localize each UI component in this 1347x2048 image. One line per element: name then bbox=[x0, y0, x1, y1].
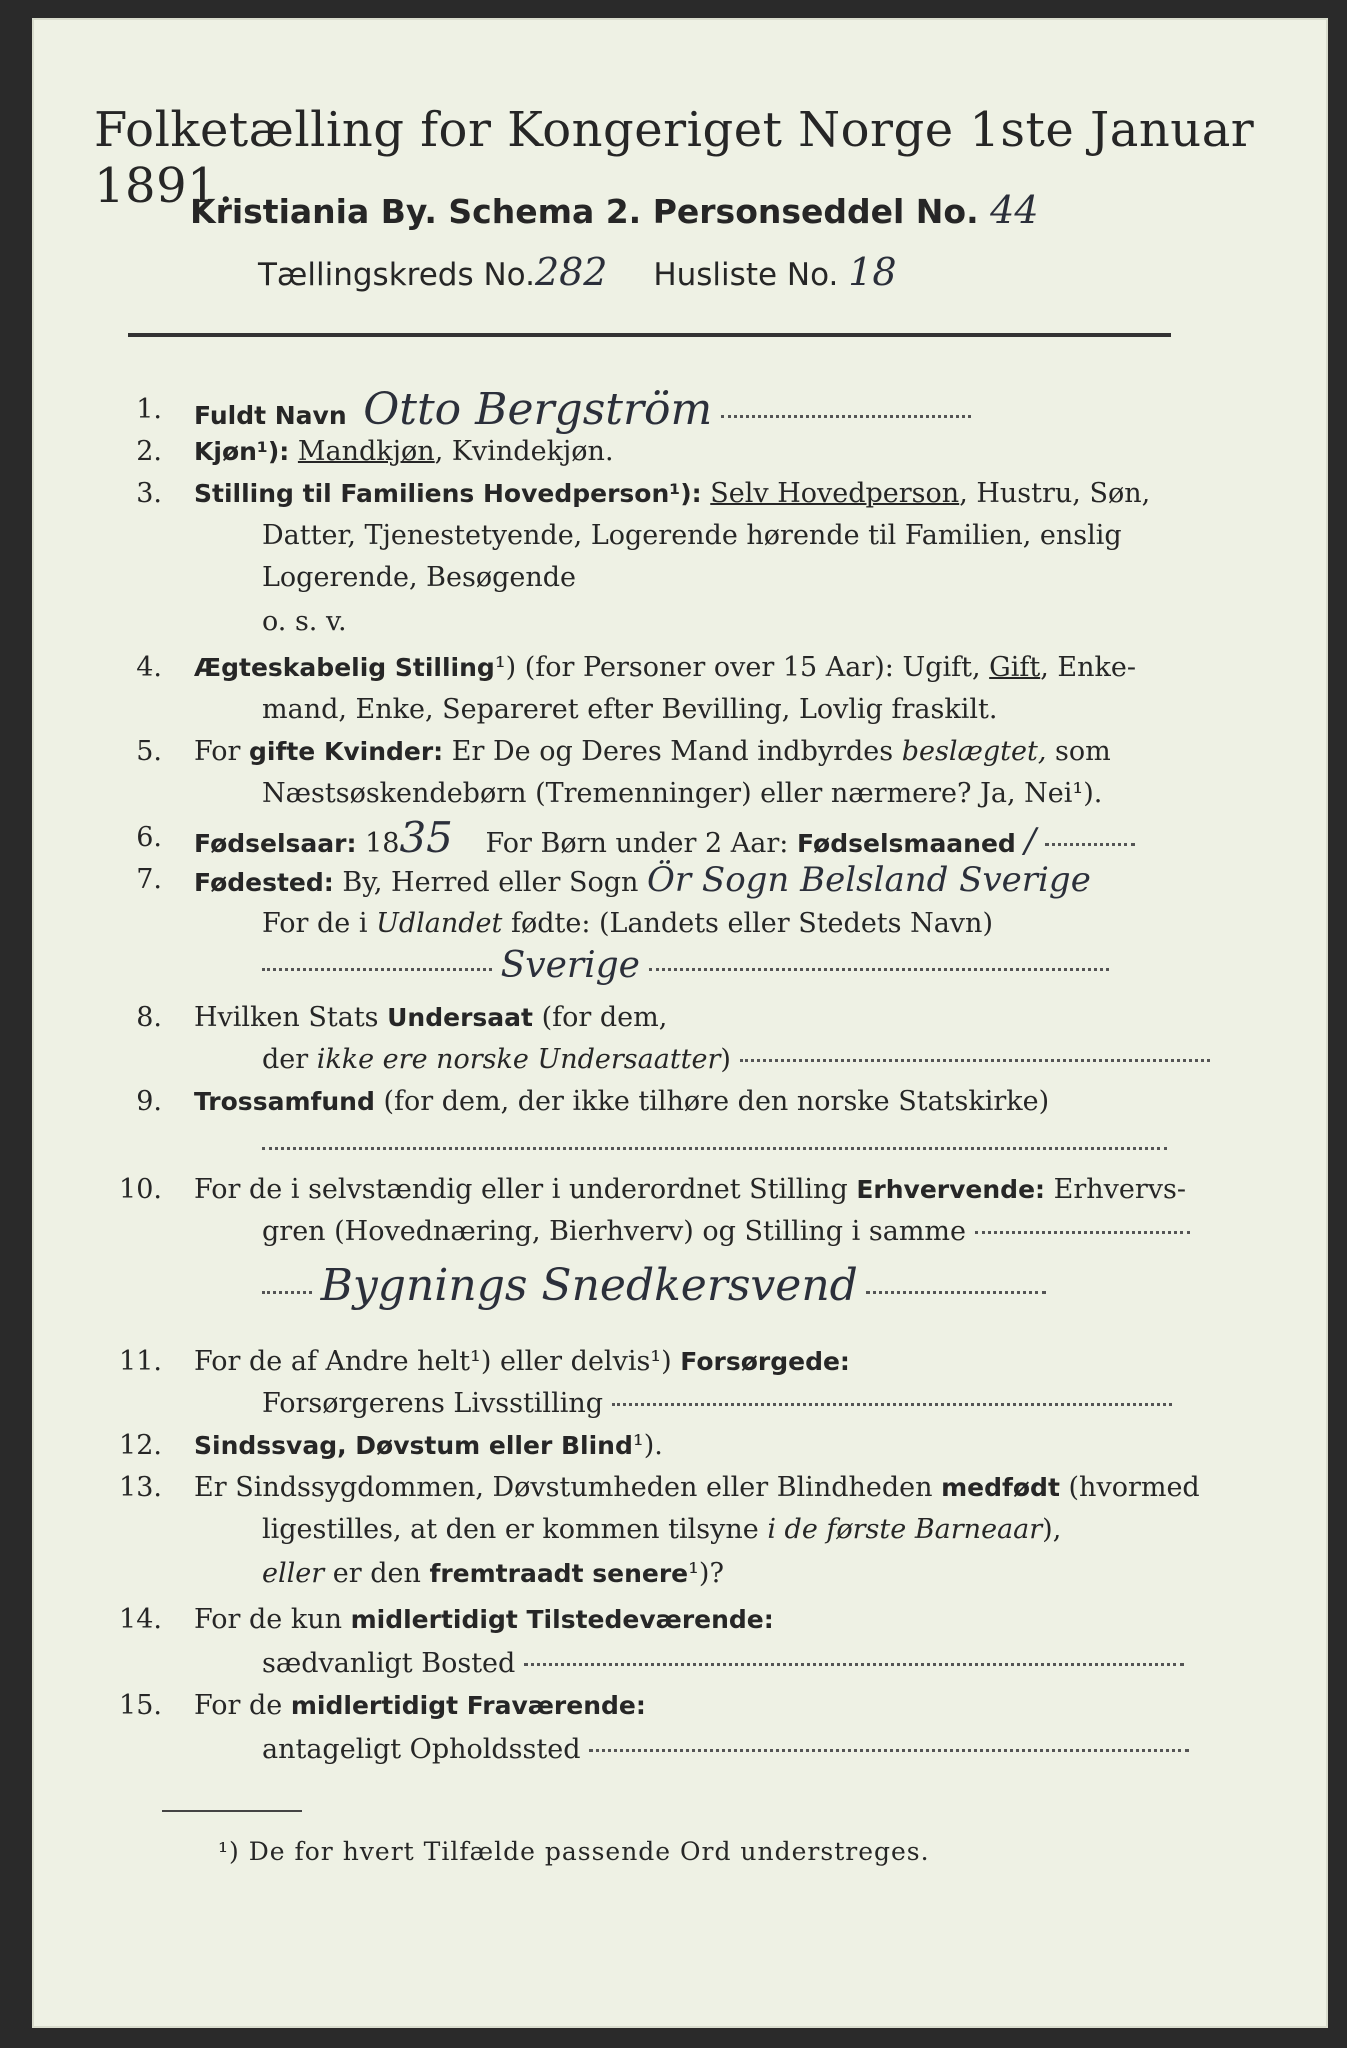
item-number: 7. bbox=[136, 864, 162, 895]
item-14: For de kun midlertidigt Tilstedeværende: bbox=[194, 1604, 774, 1635]
item-11: For de af Andre helt¹) eller delvis¹) Forsørgede: bbox=[194, 1346, 850, 1377]
husliste-number: 18 bbox=[848, 250, 897, 294]
birthplace-entry: Ör Sogn Belsland Sverige bbox=[646, 860, 1091, 900]
item-number: 13. bbox=[119, 1472, 162, 1503]
name-entry: Otto Bergström bbox=[363, 384, 713, 435]
item-4: Ægteskabelig Stilling¹) (for Personer over 15 Aar): Ugift, Gift, Enke- bbox=[194, 652, 1136, 683]
item-7: Fødested: By, Herred eller Sogn Ör Sogn Belsland Sverige bbox=[194, 860, 1091, 900]
item-3: Stilling til Familiens Hovedperson¹): Selv Hovedperson, Hustru, Søn, bbox=[194, 478, 1151, 509]
item-1: Fuldt Navn Otto Bergström bbox=[194, 392, 971, 434]
item-12: Sindssvag, Døvstum eller Blind¹). bbox=[194, 1430, 663, 1461]
item-13: Er Sindssygdommen, Døvstumheden eller Blindheden medfødt (hvormed bbox=[194, 1472, 1200, 1503]
item-number: 5. bbox=[136, 736, 162, 767]
footnote-rule bbox=[162, 1810, 302, 1812]
form-title: Folketælling for Kongeriget Norge 1ste Januar 1891. bbox=[94, 102, 1255, 214]
item-number: 12. bbox=[119, 1430, 162, 1461]
item-number: 1. bbox=[136, 394, 162, 425]
item-9: Trossamfund (for dem, der ikke tilhøre den norske Statskirke) bbox=[194, 1086, 1050, 1117]
item-number: 4. bbox=[136, 652, 162, 683]
item-number: 2. bbox=[136, 436, 162, 467]
item-number: 6. bbox=[136, 822, 162, 853]
item-6: Fødselsaar: 1835 For Børn under 2 Aar: Fødselsmaaned / bbox=[194, 820, 1135, 862]
occupation-entry: Bygnings Snedkersvend bbox=[320, 1260, 858, 1311]
item-15: For de midlertidigt Fraværende: bbox=[194, 1690, 646, 1721]
item-5: For gifte Kvinder: Er De og Deres Mand indbyrdes beslægtet, som bbox=[194, 736, 1111, 767]
item-number: 14. bbox=[119, 1604, 162, 1635]
birth-year-entry: 35 bbox=[399, 813, 453, 862]
item-2: Kjøn¹): Mandkjøn, Kvindekjøn. bbox=[194, 436, 614, 467]
footnote: ¹) De for hvert Tilfælde passende Ord understreges. bbox=[218, 1837, 930, 1866]
item-number: 8. bbox=[136, 1002, 162, 1033]
item-number: 3. bbox=[136, 478, 162, 509]
item-number: 15. bbox=[119, 1690, 162, 1721]
kreds-number: 282 bbox=[534, 250, 608, 294]
foreign-country-entry: Sverige bbox=[500, 945, 640, 986]
item-number: 11. bbox=[119, 1346, 162, 1377]
kreds-line bbox=[258, 250, 897, 294]
item-8: Hvilken Stats Undersaat (for dem, bbox=[194, 1002, 668, 1033]
husliste-label: Husliste No. bbox=[653, 257, 839, 293]
schema-line bbox=[190, 188, 1039, 232]
personseddel-number: 44 bbox=[990, 188, 1039, 232]
kreds-label: Tællingskreds No. bbox=[258, 257, 535, 293]
item-number: 10. bbox=[119, 1174, 162, 1205]
item-10: For de i selvstændig eller i underordnet Stilling Erhvervende: Erhvervs- bbox=[194, 1174, 1187, 1205]
header-rule bbox=[128, 333, 1171, 337]
item-number: 9. bbox=[136, 1086, 162, 1117]
schema-prefix: Kristiania By. Schema 2. Personseddel No. bbox=[190, 192, 979, 231]
